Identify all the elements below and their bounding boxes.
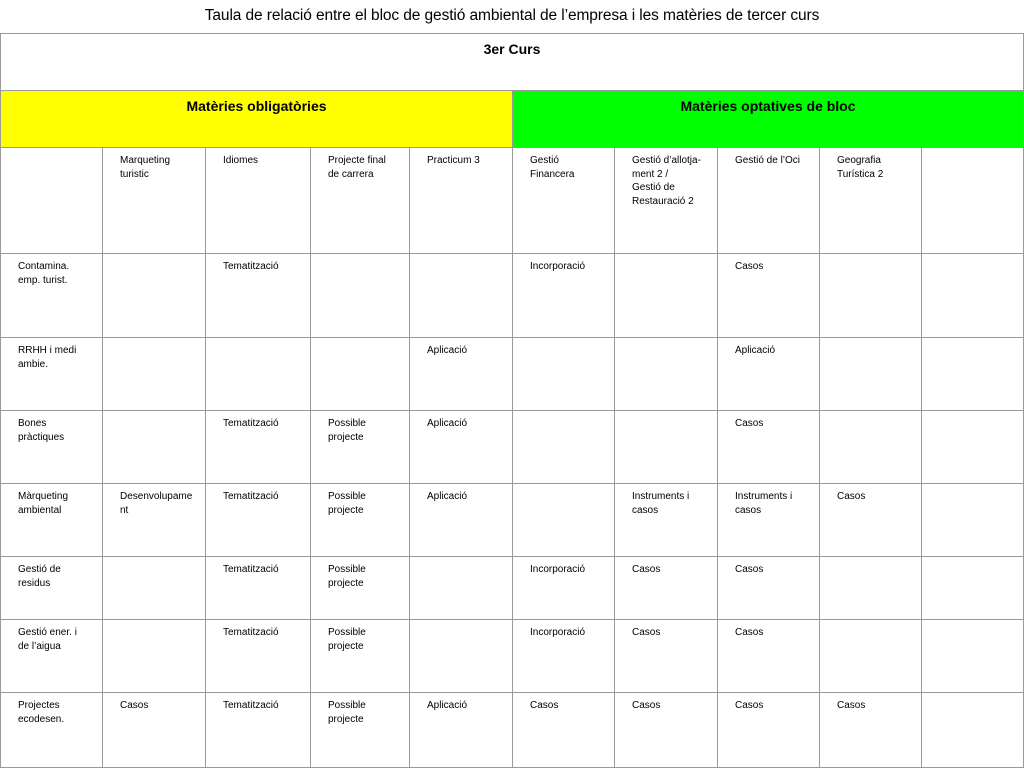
- subject-header-cell: Practicum 3: [410, 148, 513, 254]
- table-cell: [513, 338, 615, 411]
- table-cell: Aplicació: [718, 338, 820, 411]
- subject-header-cell: Projecte final de carrera: [311, 148, 410, 254]
- table-cell: Possible projecte: [311, 557, 410, 620]
- table-cell: [410, 254, 513, 338]
- table-cell: [922, 557, 1024, 620]
- relation-table: [0, 33, 1024, 768]
- table-cell: [103, 338, 206, 411]
- table-cell: [311, 338, 410, 411]
- table-cell: Tematització: [206, 484, 311, 557]
- table-cell: Casos: [718, 411, 820, 484]
- table-cell: Incorporació: [513, 620, 615, 693]
- table-cell: Tematització: [206, 411, 311, 484]
- table-cell: Tematització: [206, 254, 311, 338]
- subject-header-cell: Idiomes: [206, 148, 311, 254]
- table-cell: [311, 254, 410, 338]
- group-header-optatives: Matèries optatives de bloc: [513, 91, 1024, 148]
- table-cell: Casos: [615, 620, 718, 693]
- table-cell: [922, 620, 1024, 693]
- table-cell: [103, 620, 206, 693]
- table-cell: [513, 484, 615, 557]
- table-cell: [103, 411, 206, 484]
- table-cell: Tematització: [206, 557, 311, 620]
- table-cell: [513, 411, 615, 484]
- row-topic: Gestió ener. i de l’aigua: [0, 620, 103, 693]
- table-cell: Possible projecte: [311, 484, 410, 557]
- table-cell: [103, 557, 206, 620]
- table-cell: [410, 557, 513, 620]
- table-cell: [922, 411, 1024, 484]
- table-cell: Possible projecte: [311, 411, 410, 484]
- table-cell: Tematització: [206, 693, 311, 768]
- table-cell: [615, 411, 718, 484]
- table-cell: Aplicació: [410, 411, 513, 484]
- table-cell: Instruments i casos: [718, 484, 820, 557]
- table-cell: Casos: [718, 557, 820, 620]
- row-topic: Gestió de residus: [0, 557, 103, 620]
- subject-header-cell: Gestió de l’Oci: [718, 148, 820, 254]
- table-cell: [922, 693, 1024, 768]
- table-cell: [410, 620, 513, 693]
- table-cell: [922, 338, 1024, 411]
- table-cell: Possible projecte: [311, 693, 410, 768]
- table-cell: [922, 254, 1024, 338]
- table-cell: Casos: [820, 484, 922, 557]
- table-cell: Incorporació: [513, 254, 615, 338]
- row-topic: Contamina. emp. turist.: [0, 254, 103, 338]
- table-cell: Casos: [820, 693, 922, 768]
- subject-header-cell: Gestió d’allotja- ment 2 / Gestió de Restauració 2: [615, 148, 718, 254]
- table-cell: Possible projecte: [311, 620, 410, 693]
- table-cell: Casos: [718, 693, 820, 768]
- table-cell: Casos: [718, 254, 820, 338]
- table-cell: Casos: [615, 693, 718, 768]
- row-topic: Màrqueting ambiental: [0, 484, 103, 557]
- table-cell: [820, 254, 922, 338]
- table-cell: Aplicació: [410, 484, 513, 557]
- table-cell: [820, 411, 922, 484]
- table-cell: [820, 620, 922, 693]
- table-cell: Casos: [513, 693, 615, 768]
- row-topic: RRHH i medi ambie.: [0, 338, 103, 411]
- table-cell: [615, 338, 718, 411]
- course-header: 3er Curs: [0, 33, 1024, 91]
- table-cell: [615, 254, 718, 338]
- table-cell: Incorporació: [513, 557, 615, 620]
- table-cell: Tematització: [206, 620, 311, 693]
- table-cell: Aplicació: [410, 338, 513, 411]
- subject-header-cell: Gestió Financera: [513, 148, 615, 254]
- subject-header-cell: Geografia Turística 2: [820, 148, 922, 254]
- table-cell: Casos: [718, 620, 820, 693]
- table-cell: [922, 484, 1024, 557]
- row-topic: Bones pràctiques: [0, 411, 103, 484]
- subject-header-cell: Marqueting turistic: [103, 148, 206, 254]
- table-cell: [103, 254, 206, 338]
- group-header-obligatories: Matèries obligatòries: [0, 91, 513, 148]
- subject-header-corner: [0, 148, 103, 254]
- table-cell: [206, 338, 311, 411]
- table-cell: [820, 557, 922, 620]
- table-cell: [820, 338, 922, 411]
- table-cell: Casos: [615, 557, 718, 620]
- table-cell: Casos: [103, 693, 206, 768]
- table-cell: Desenvolupame nt: [103, 484, 206, 557]
- table-cell: Aplicació: [410, 693, 513, 768]
- subject-header-cell: [922, 148, 1024, 254]
- page-title: Taula de relació entre el bloc de gestió ambiental de l’empresa i les matèries de tercer curs: [204, 7, 820, 24]
- row-topic: Projectes ecodesen.: [0, 693, 103, 768]
- table-cell: Instruments i casos: [615, 484, 718, 557]
